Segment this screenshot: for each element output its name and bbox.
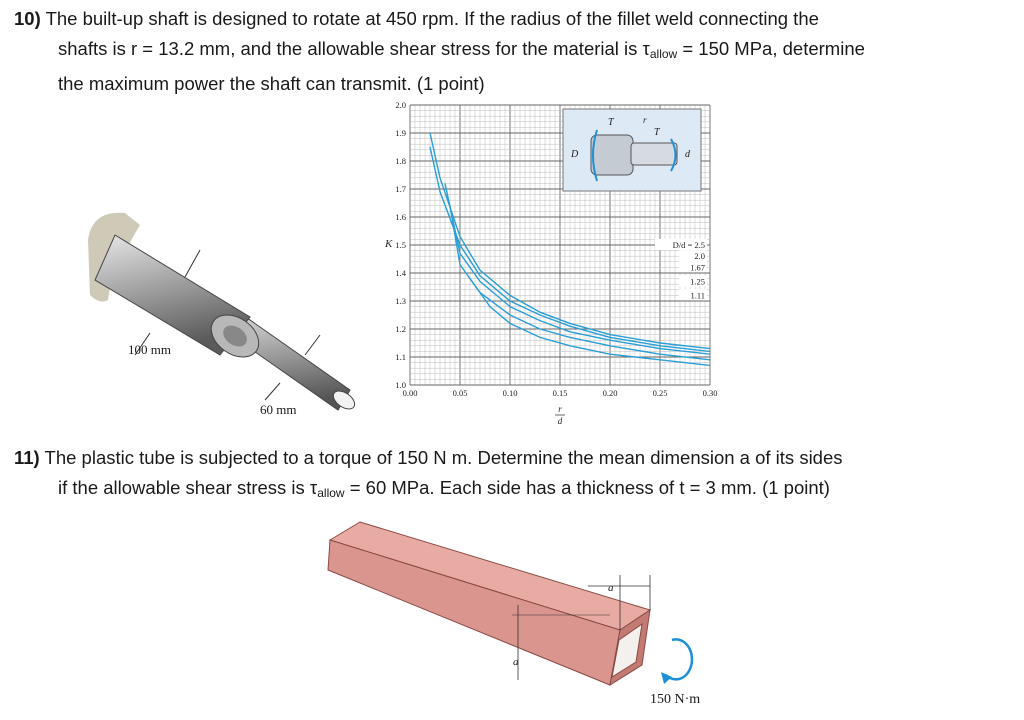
built-up-shaft-figure — [80, 205, 380, 425]
plastic-tube-figure — [320, 510, 740, 715]
problem-11-subscript: allow — [317, 486, 345, 500]
problem-10-line-2 — [14, 34, 1010, 69]
problem-11-line-1 — [14, 443, 1010, 473]
x-axis-label-denominator: d — [557, 416, 563, 426]
dim-line-large — [185, 250, 200, 277]
problem-10-text-3: the maximum power the shaft can transmit. (1 point) — [58, 73, 485, 94]
series-label: 1.11 — [690, 290, 705, 301]
inset-label-T1: T — [608, 117, 614, 128]
problem-11-line-2 — [14, 473, 1010, 508]
dim-label-60mm: 60 mm — [260, 402, 297, 417]
dim-label-a-top: a — [608, 582, 614, 594]
y-tick-label: 1.2 — [395, 324, 406, 334]
inset-label-D: D — [571, 149, 579, 160]
inset-label-T2: T — [654, 127, 660, 138]
x-tick-label: 0.00 — [402, 388, 418, 398]
dim-label-a-side: a — [513, 656, 519, 668]
y-tick-label: 1.1 — [395, 352, 406, 362]
problem-11-number: 11) — [14, 447, 40, 468]
x-tick-label: 0.25 — [652, 388, 668, 398]
inset-large-cylinder — [591, 135, 633, 175]
x-axis-label-numerator: r — [558, 404, 562, 414]
problem-10-subscript: allow — [649, 47, 678, 61]
problem-11-text-2b: = 60 MPa. Each side has a thickness of t = 3 mm. (1 point) — [344, 477, 830, 498]
y-tick-label: 1.3 — [395, 296, 406, 306]
x-tick-label: 0.20 — [602, 388, 618, 398]
inset-label-r: r — [643, 115, 647, 125]
dim-label-100mm: 100 mm — [128, 342, 171, 357]
y-tick-label: 1.9 — [395, 128, 406, 138]
torque-label: 150 N·m — [650, 692, 701, 707]
problem-11-text-2a: if the allowable shear stress is τ — [58, 477, 318, 498]
x-tick-label: 0.10 — [502, 388, 518, 398]
y-tick-label: 1.5 — [395, 240, 406, 250]
problem-11 — [14, 443, 1010, 508]
inset-small-cylinder — [631, 143, 677, 165]
y-tick-label: 1.4 — [395, 268, 406, 278]
series-label: 2.0 — [694, 251, 705, 262]
y-axis-label: K — [385, 238, 393, 250]
x-tick-label: 0.30 — [702, 388, 718, 398]
dim-line-small — [305, 335, 320, 355]
series-label: 1.25 — [690, 276, 705, 287]
x-tick-label: 0.15 — [552, 388, 568, 398]
y-tick-label: 1.0 — [395, 380, 406, 390]
y-tick-label: 2.0 — [395, 100, 406, 110]
problem-11-text-1: The plastic tube is subjected to a torque of 150 N m. Determine the mean dimension a of its sides — [44, 447, 843, 468]
torque-arrow-icon — [666, 639, 692, 679]
torque-arrowhead-icon — [661, 672, 672, 684]
series-label: D/d = 2.5 — [672, 240, 705, 250]
problem-10-line-1 — [14, 4, 1010, 34]
problem-10-number: 10) — [14, 8, 41, 29]
y-tick-label: 1.6 — [395, 212, 406, 222]
inset-label-d: d — [685, 149, 690, 160]
x-tick-label: 0.05 — [452, 388, 468, 398]
y-tick-label: 1.8 — [395, 156, 406, 166]
dim-line-small-2 — [265, 383, 280, 400]
chart-inset — [563, 109, 701, 191]
series-label: 1.67 — [690, 262, 705, 273]
problem-10-text-1: The built-up shaft is designed to rotate at 450 rpm. If the radius of the fillet weld connecting the — [45, 8, 819, 29]
problem-10 — [14, 4, 1010, 99]
problem-10-text-2a: shafts is r = 13.2 mm, and the allowable shear stress for the material is τ — [58, 38, 650, 59]
y-tick-label: 1.7 — [395, 184, 406, 194]
stress-concentration-chart — [375, 95, 725, 435]
problem-10-text-2b: = 150 MPa, determine — [677, 38, 865, 59]
